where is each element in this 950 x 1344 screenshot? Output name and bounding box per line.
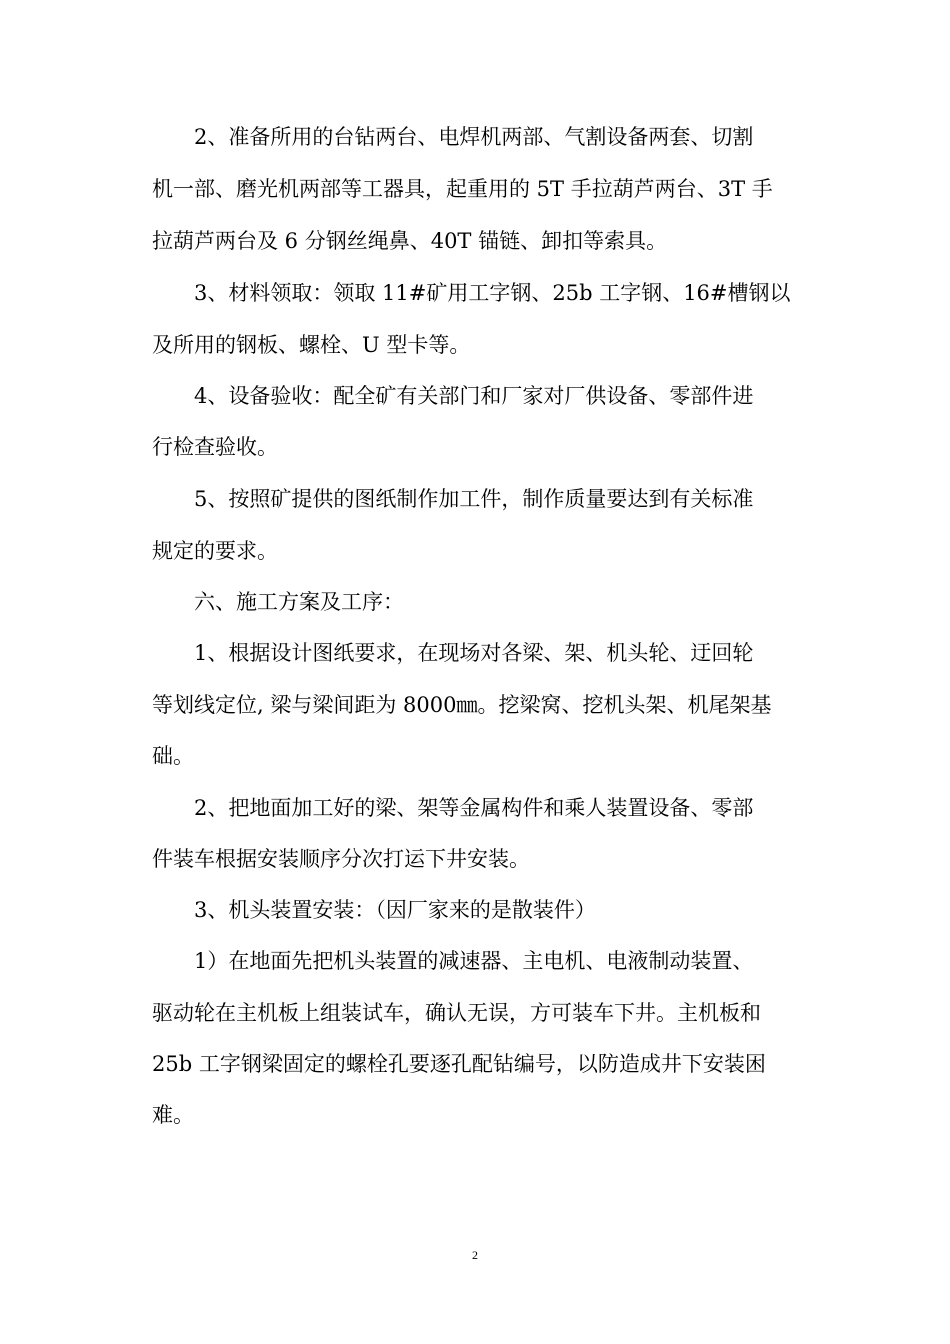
text-line: 3、机头装置安装：（因厂家来的是散装件） — [152, 898, 596, 922]
text-line: 难。 — [152, 1103, 194, 1127]
text-line: 机一部、磨光机两部等工器具，起重用的 5T 手拉葫芦两台、3T 手 — [152, 177, 773, 201]
text-line: 等划线定位, 梁与梁间距为 8000㎜。挖梁窝、挖机头架、机尾架基 — [152, 693, 772, 717]
text-line: 础。 — [152, 744, 194, 768]
text-line: 1）在地面先把机头装置的减速器、主电机、电液制动装置、 — [152, 949, 754, 973]
text-line: 行检查验收。 — [152, 435, 278, 459]
text-line: 5、按照矿提供的图纸制作加工件，制作质量要达到有关标准 — [152, 487, 754, 511]
section-heading: 六、施工方案及工序： — [152, 590, 404, 614]
text-line: 及所用的钢板、螺栓、U 型卡等。 — [152, 333, 471, 357]
text-line: 件装车根据安装顺序分次打运下井安装。 — [152, 847, 530, 871]
text-line: 驱动轮在主机板上组装试车，确认无误，方可装车下井。主机板和 — [152, 1001, 761, 1025]
page-number: 2 — [472, 1248, 478, 1262]
text-line: 3、材料领取：领取 11#矿用工字钢、25b 工字钢、16#槽钢以 — [152, 281, 791, 305]
text-line: 2、把地面加工好的梁、架等金属构件和乘人装置设备、零部 — [152, 796, 754, 820]
text-line: 1、根据设计图纸要求，在现场对各梁、架、机头轮、迂回轮 — [152, 641, 754, 665]
text-line: 2、准备所用的台钻两台、电焊机两部、气割设备两套、切割 — [152, 125, 754, 149]
text-line: 25b 工字钢梁固定的螺栓孔要逐孔配钻编号，以防造成井下安装困 — [152, 1052, 766, 1076]
text-line: 4、设备验收：配全矿有关部门和厂家对厂供设备、零部件进 — [152, 384, 754, 408]
text-line: 拉葫芦两台及 6 分钢丝绳鼻、40T 锚链、卸扣等索具。 — [152, 229, 668, 253]
text-line: 规定的要求。 — [152, 539, 278, 563]
